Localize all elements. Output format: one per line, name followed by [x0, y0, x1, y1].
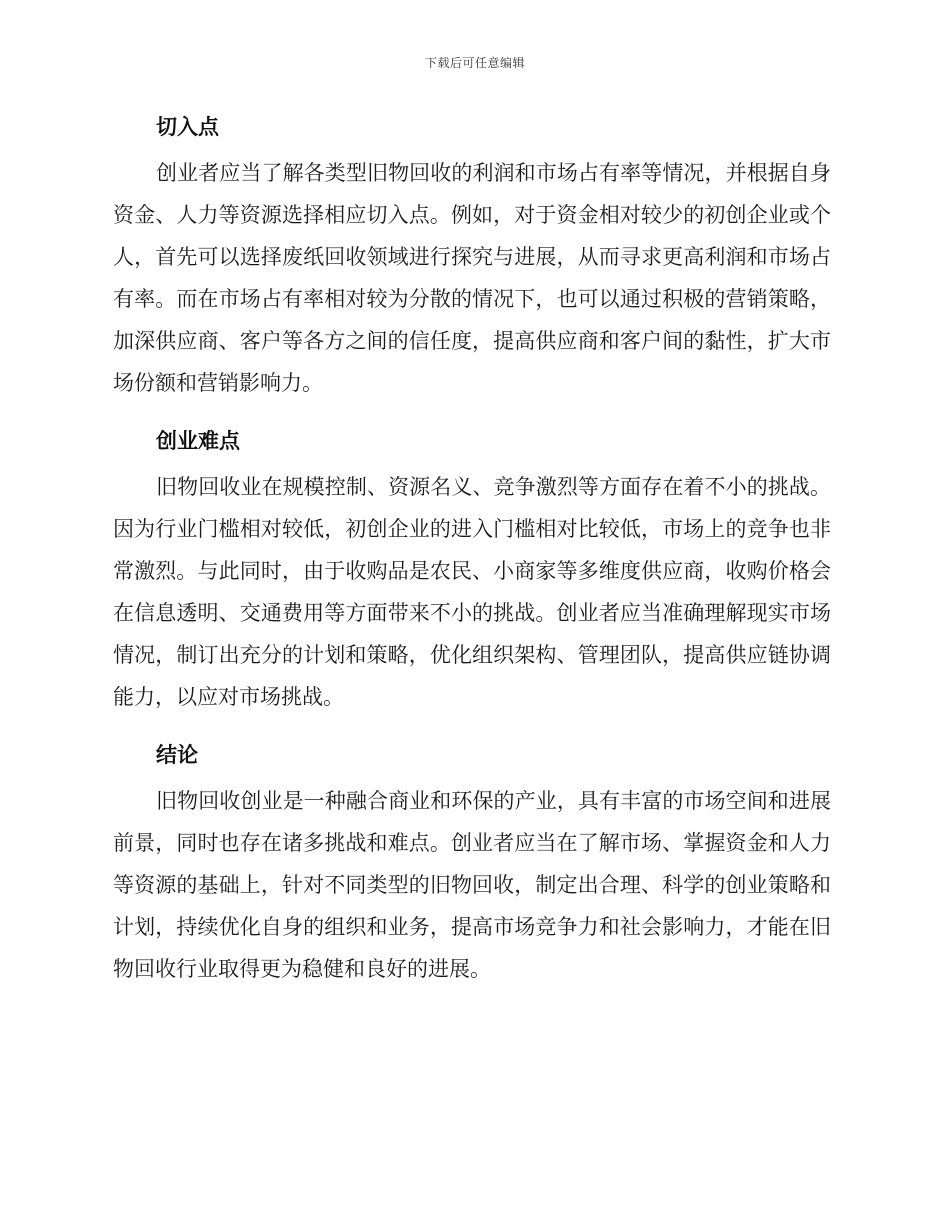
section-paragraph-entry-point: 创业者应当了解各类型旧物回收的利润和市场占有率等情况，并根据自身资金、人力等资源选择相应切入点。例如，对于资金相对较少的初创企业或个人，首先可以选择废纸回收领域进行探究与进展，从而寻求更高利润和市场占有率。而在市场占有率相对较为分散的情况下，也可以通过积极的营销策略，加深供应商、客户等各方之间的信任度，提高供应商和客户间的黏性，扩大市场份额和营销影响力。: [113, 161, 831, 395]
document-body: [113, 108, 831, 1008]
section-heading-entry-point: 切入点: [156, 115, 219, 139]
section-paragraph-difficulties: 旧物回收业在规模控制、资源名义、竞争激烈等方面存在着不小的挑战。因为行业门槛相对较低，初创企业的进入门槛相对比较低，市场上的竞争也非常激烈。与此同时，由于收购品是农民、小商家等多维度供应商，收购价格会在信息透明、交通费用等方面带来不小的挑战。创业者应当准确理解现实市场情况，制订出充分的计划和策略，优化组织架构、管理团队，提高供应链协调能力，以应对市场挑战。: [113, 475, 831, 709]
section-paragraph-conclusion: 旧物回收创业是一种融合商业和环保的产业，具有丰富的市场空间和进展前景，同时也存在诸多挑战和难点。创业者应当在了解市场、掌握资金和人力等资源的基础上，针对不同类型的旧物回收，制定出合理、科学的创业策略和计划，持续优化自身的组织和业务，提高市场竞争力和社会影响力，才能在旧物回收行业取得更为稳健和良好的进展。: [113, 789, 831, 981]
header-note: 下载后可任意编辑: [424, 56, 525, 70]
section-heading-difficulties: 创业难点: [156, 429, 240, 453]
section-heading-conclusion: 结论: [156, 743, 198, 767]
